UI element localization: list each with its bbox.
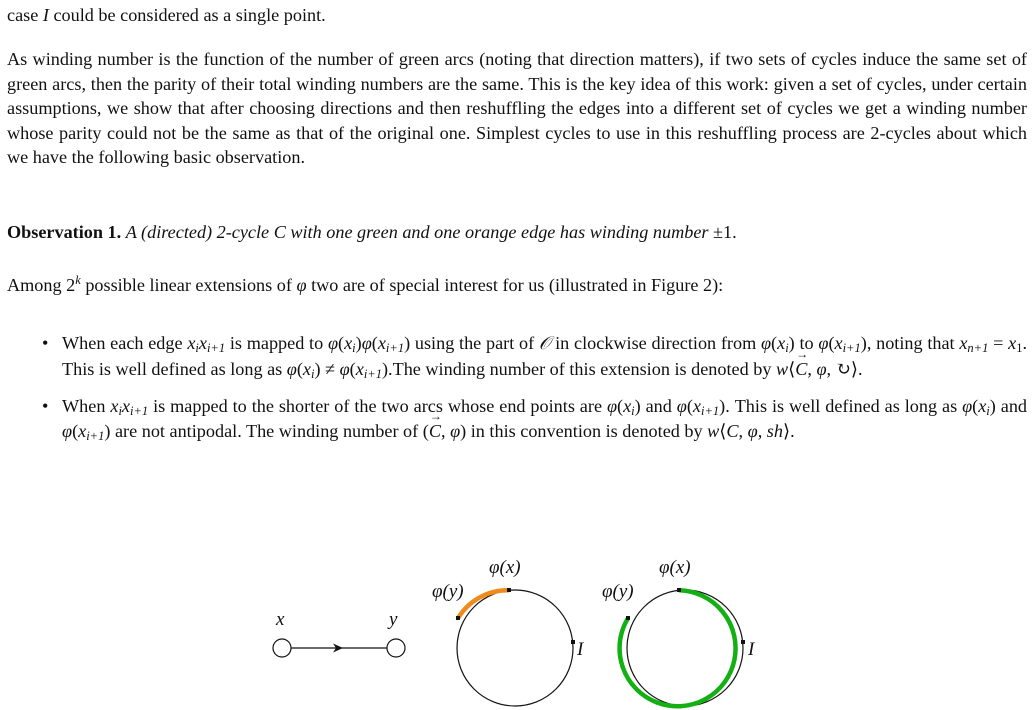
observation-1: Observation 1. A (directed) 2-cycle C with one green and one orange edge has winding number ±1. [7,222,737,242]
paragraph-winding-number: As winding number is the function of the number of green arcs (noting that direction matters), if two sets of cycles induce the same set of green arcs, then the parity of their total winding numbers are the same. This is the key idea of this work: given a set of cycles, under certain assumptions, we show that after choosing directions and then reshuffling the edges into a different set of cycles we get a winding number whose parity could not be the same as that of the original one. Simplest cycles to use in this reshuffling process are 2-cycles about which we have the following basic observation. [7,49,1027,167]
orange-arc [458,590,509,618]
point-phi-x-2 [677,588,681,592]
label-y: y [389,609,398,630]
green-arc [620,590,736,706]
label-phi-x: φ(x) [489,557,521,578]
point-I-2 [741,640,745,644]
circle-outline-2 [627,590,743,706]
list-item-shorter-arc: • When $x_ix_{i+1}$ is mapped to the shorter of the two arcs whose end points are $\varphi(x_i)$ and $\varphi(x_{i+1})$. This is well defined as long as $\varphi(x_i)$ and $\varphi(x_{i+1})$ are not antipodal. The winding number of (→ C, φ) in this convention is denoted by w⟨C, φ, sh⟩. [7,394,1027,443]
observation-label: Observation 1. [7,222,122,242]
directed-edge-diagram [273,609,405,657]
circle-clockwise-arc [602,557,756,706]
label-I: I [577,639,584,660]
label-phi-x-2: φ(x) [659,557,691,578]
list-item-clockwise: • When each edge $x_ix_{i+1}$ is mapped to $\varphi(x_i)\varphi(x_{i+1})$ using the part of 𝒪 in clockwise direction from $\varphi(x_i)$ to $\varphi(x_{i+1})$, noting that $x_{n+1} = x_1$. This is well defined as long as $\varphi(x_i) \ne \varphi(x_{i+1}).The$ winding number of this extension is denoted by w⟨→ C, φ, ↻⟩. [7,331,1027,381]
point-phi-y [456,616,460,620]
vertex-x [273,639,291,657]
circle-outline [457,590,573,706]
label-phi-y-2: φ(y) [602,581,634,602]
figure-2-illustration [7,545,1027,710]
vertex-y [387,639,405,657]
extension-list [7,331,1027,443]
paragraph-case-I: case I could be considered as a single point. [7,5,326,25]
point-phi-x [507,588,511,592]
label-phi-y: φ(y) [432,581,464,602]
point-phi-y-2 [626,616,630,620]
label-x: x [276,609,285,630]
paragraph-linear-extensions: Among 2$^k$ possible linear extensions of φ two are of special interest for us (illustrated in Figure 2): [7,273,724,295]
circle-shorter-arc [432,557,585,706]
label-I-2: I [748,639,755,660]
point-I [571,640,575,644]
